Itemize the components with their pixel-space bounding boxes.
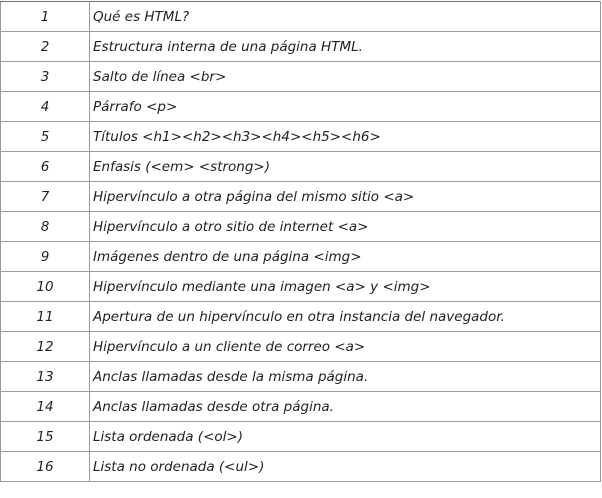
- row-number: 8: [1, 212, 90, 242]
- row-number: 15: [1, 422, 90, 452]
- row-title[interactable]: Qué es HTML?: [90, 2, 601, 32]
- table-row[interactable]: [1, 32, 601, 62]
- table-row[interactable]: [1, 242, 601, 272]
- row-number: 2: [1, 32, 90, 62]
- table-row[interactable]: [1, 302, 601, 332]
- row-number: 9: [1, 242, 90, 272]
- row-number: 6: [1, 152, 90, 182]
- row-number: 16: [1, 452, 90, 482]
- row-title[interactable]: Hipervínculo a un cliente de correo <a>: [90, 332, 601, 362]
- row-title[interactable]: Lista no ordenada (<ul>): [90, 452, 601, 482]
- row-title[interactable]: Estructura interna de una página HTML.: [90, 32, 601, 62]
- row-number: 10: [1, 272, 90, 302]
- row-title[interactable]: Imágenes dentro de una página <img>: [90, 242, 601, 272]
- table-row[interactable]: [1, 62, 601, 92]
- row-number: 4: [1, 92, 90, 122]
- row-title[interactable]: Títulos <h1><h2><h3><h4><h5><h6>: [90, 122, 601, 152]
- table-row[interactable]: [1, 122, 601, 152]
- row-number: 13: [1, 362, 90, 392]
- table-row[interactable]: [1, 2, 601, 32]
- row-number: 12: [1, 332, 90, 362]
- row-title[interactable]: Lista ordenada (<ol>): [90, 422, 601, 452]
- table-row[interactable]: [1, 362, 601, 392]
- row-title[interactable]: Enfasis (<em> <strong>): [90, 152, 601, 182]
- tutorial-index-table: [0, 1, 601, 482]
- row-title[interactable]: Apertura de un hipervínculo en otra instancia del navegador.: [90, 302, 601, 332]
- table-row[interactable]: [1, 392, 601, 422]
- row-number: 3: [1, 62, 90, 92]
- row-number: 14: [1, 392, 90, 422]
- table-row[interactable]: [1, 152, 601, 182]
- row-number: 1: [1, 2, 90, 32]
- row-title[interactable]: Párrafo <p>: [90, 92, 601, 122]
- row-title[interactable]: Hipervínculo a otro sitio de internet <a>: [90, 212, 601, 242]
- row-number: 5: [1, 122, 90, 152]
- table-row[interactable]: [1, 422, 601, 452]
- row-title[interactable]: Anclas llamadas desde la misma página.: [90, 362, 601, 392]
- row-title[interactable]: Hipervínculo a otra página del mismo sitio <a>: [90, 182, 601, 212]
- table-row[interactable]: [1, 272, 601, 302]
- row-title[interactable]: Anclas llamadas desde otra página.: [90, 392, 601, 422]
- table-row[interactable]: [1, 182, 601, 212]
- table-row[interactable]: [1, 332, 601, 362]
- table-row[interactable]: [1, 452, 601, 482]
- row-title[interactable]: Salto de línea <br>: [90, 62, 601, 92]
- table-row[interactable]: [1, 212, 601, 242]
- row-number: 7: [1, 182, 90, 212]
- row-title[interactable]: Hipervínculo mediante una imagen <a> y <img>: [90, 272, 601, 302]
- table-row[interactable]: [1, 92, 601, 122]
- row-number: 11: [1, 302, 90, 332]
